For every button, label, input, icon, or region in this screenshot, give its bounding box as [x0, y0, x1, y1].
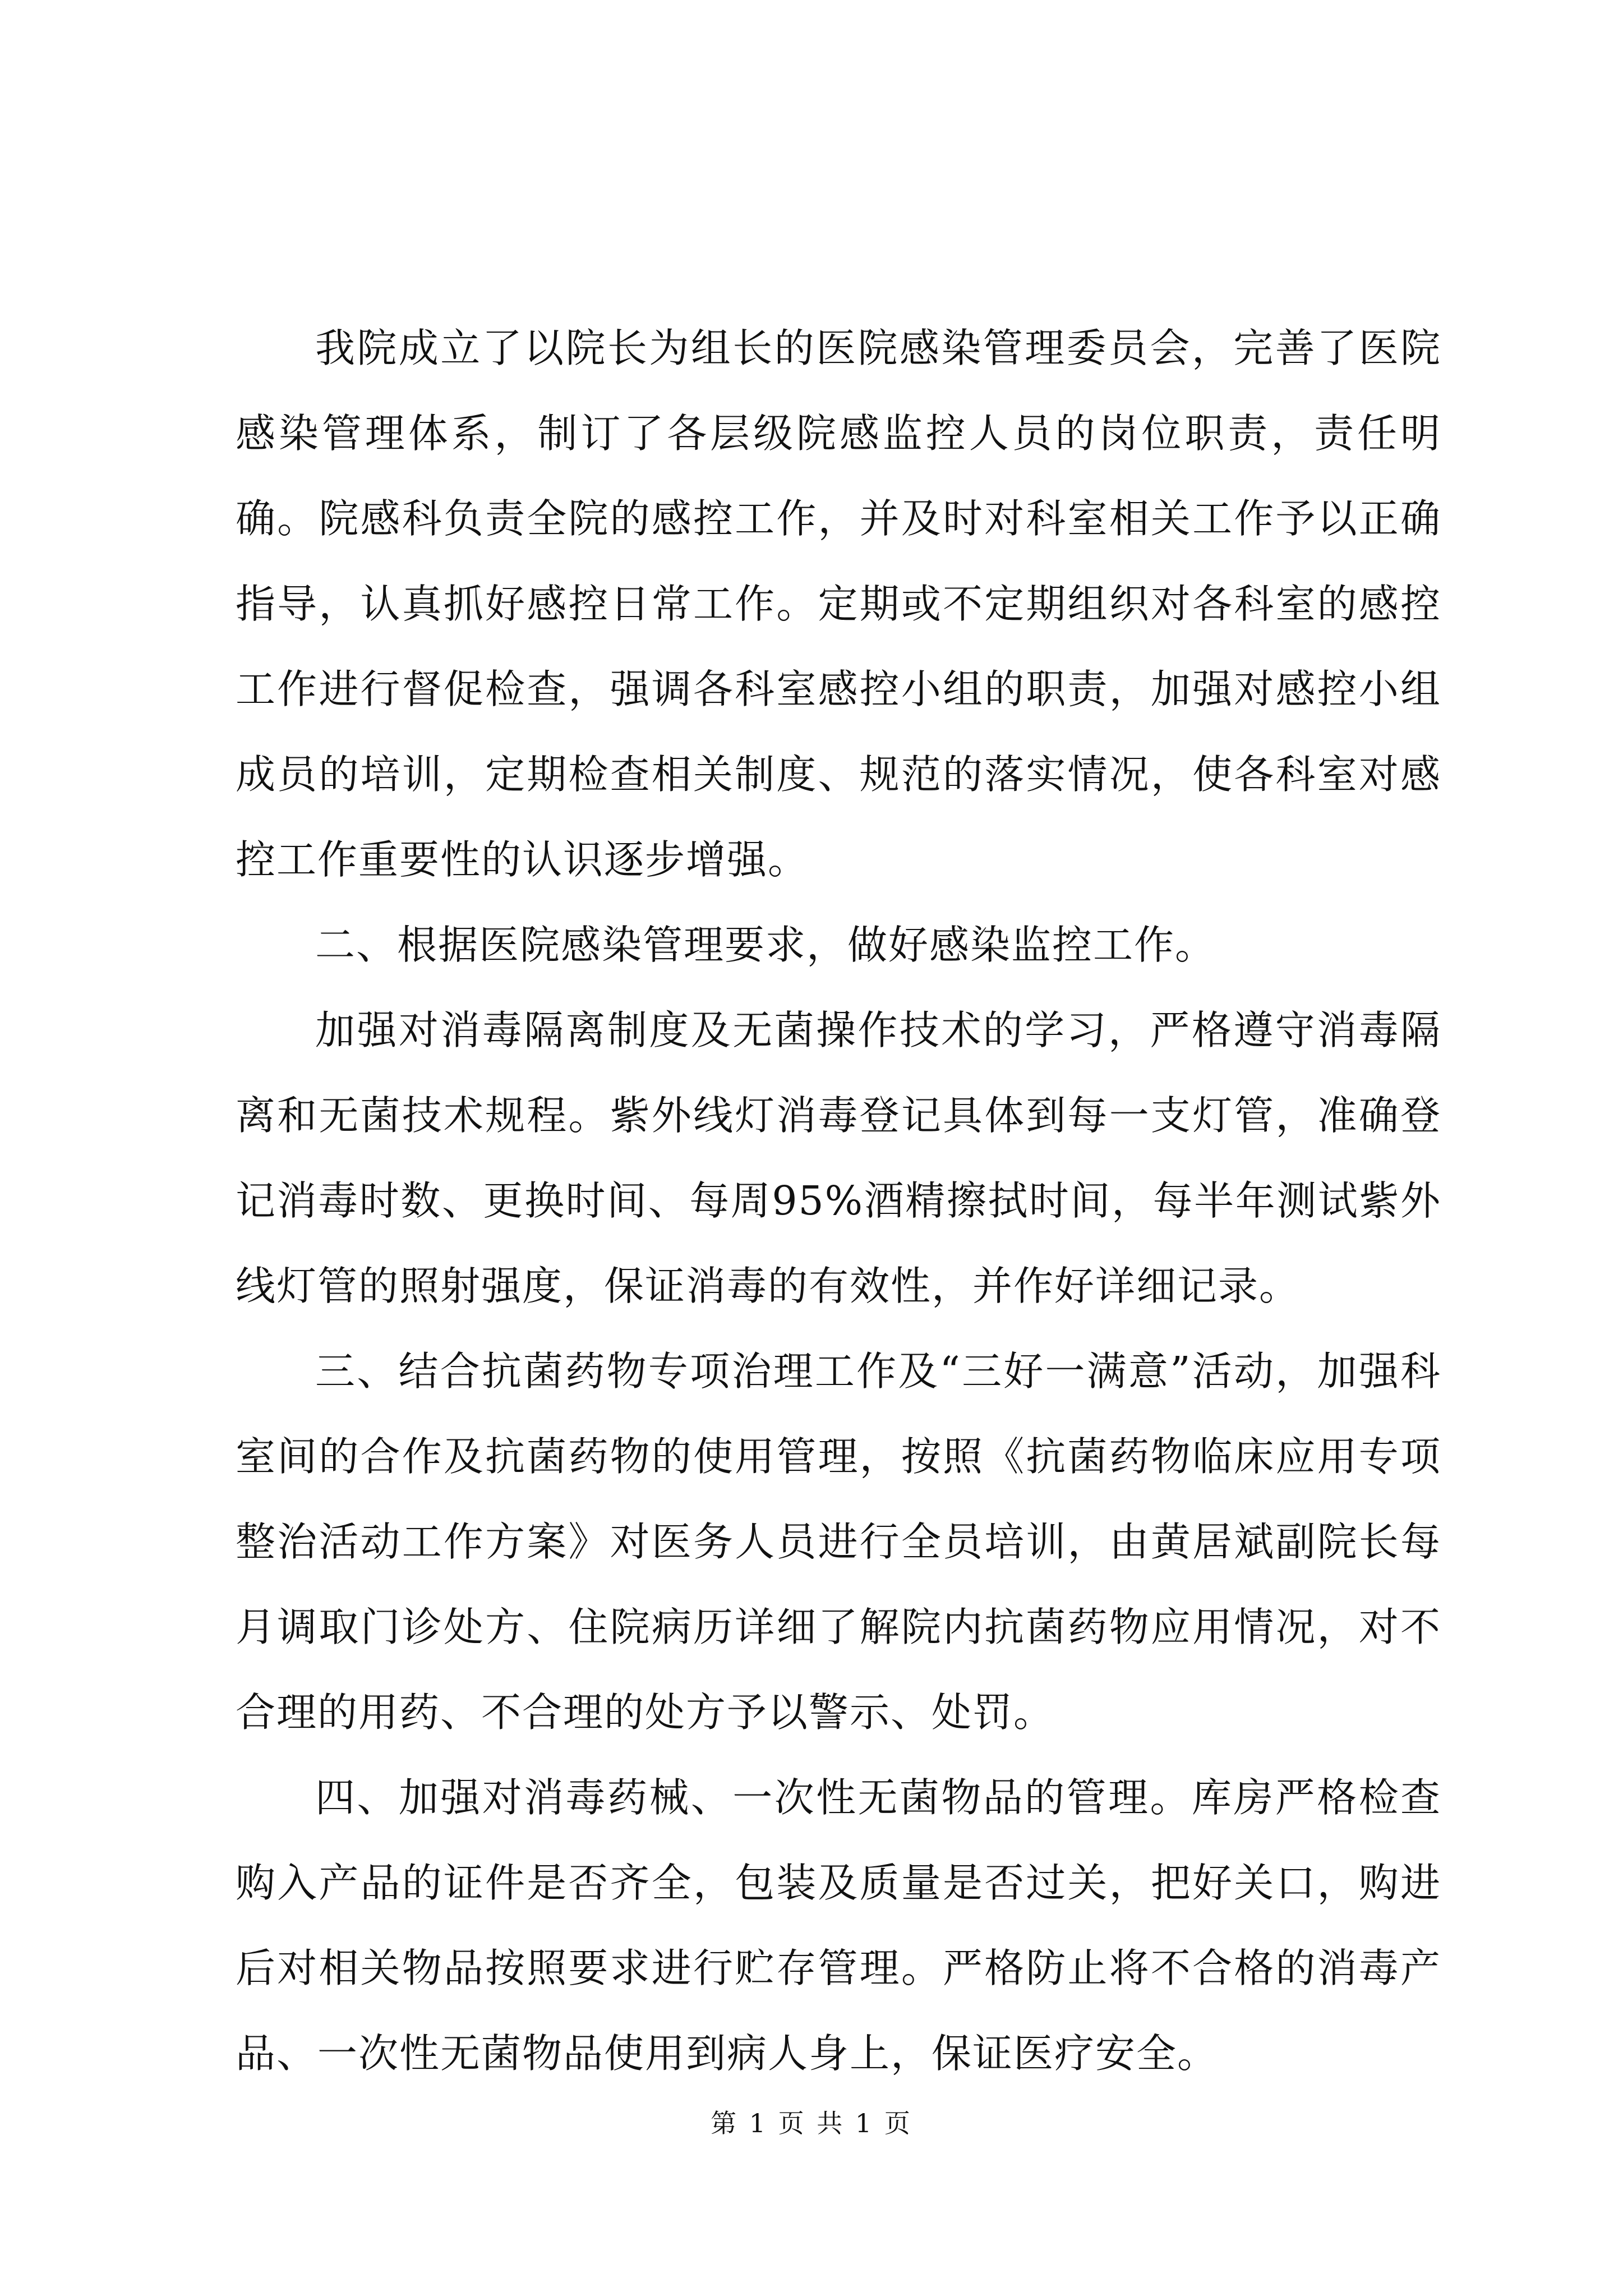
- paragraph-disinfection: 加强对消毒隔离制度及无菌操作技术的学习，严格遵守消毒隔离和无菌技术规程。紫外线灯消毒登记具体到每一支灯管，准确登记消毒时数、更换时间、每周95%酒精擦拭时间，每半年测试紫外线灯管的照射强度，保证消毒的有效性，并作好详细记录。: [236, 1007, 1441, 1309]
- paragraph-heading-4-supplies: 四、加强对消毒药械、一次性无菌物品的管理。库房严格检查购入产品的证件是否齐全，包装及质量是否过关，把好关口，购进后对相关物品按照要求进行贮存管理。严格防止将不合格的消毒产品、一次性无菌物品使用到病人身上，保证医疗安全。: [236, 1774, 1441, 2077]
- document-body: [236, 306, 1441, 2096]
- paragraph-heading-3-antibiotics: 三、结合抗菌药物专项治理工作及“三好一满意”活动，加强科室间的合作及抗菌药物的使用管理，按照《抗菌药物临床应用专项整治活动工作方案》对医务人员进行全员培训，由黄居斌副院长每月调取门诊处方、住院病历详细了解院内抗菌药物应用情况，对不合理的用药、不合理的处方予以警示、处罚。: [236, 1348, 1441, 1736]
- paragraph-heading-2: 二、根据医院感染管理要求，做好感染监控工作。: [315, 922, 1216, 968]
- page-number-footer: 第 1 页 共 1 页: [711, 2108, 912, 2138]
- paragraph-committee: 我院成立了以院长为组长的医院感染管理委员会，完善了医院感染管理体系，制订了各层级院感监控人员的岗位职责，责任明确。院感科负责全院的感控工作，并及时对科室相关工作予以正确指导，认真抓好感控日常工作。定期或不定期组织对各科室的感控工作进行督促检查，强调各科室感控小组的职责，加强对感控小组成员的培训，定期检查相关制度、规范的落实情况，使各科室对感控工作重要性的认识逐步增强。: [236, 325, 1441, 883]
